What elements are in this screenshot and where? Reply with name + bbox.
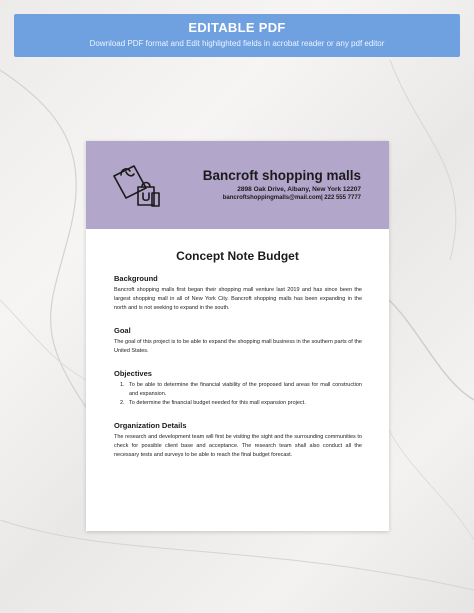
- goal-text[interactable]: The goal of this project is to be able to expand the shopping mall business in the southern parts of the United States.: [114, 339, 362, 354]
- document-title: Concept Note Budget: [176, 249, 299, 263]
- objectives-heading: Objectives: [114, 369, 152, 378]
- document-header: [86, 141, 389, 229]
- company-name: Bancroft shopping malls: [202, 168, 361, 183]
- editable-pdf-banner: [14, 14, 460, 57]
- list-item[interactable]: [114, 399, 362, 408]
- list-item-number: 1.: [120, 382, 125, 388]
- company-contact: bancroftshoppingmalls@mail.com| 222 555 7777: [222, 195, 361, 201]
- background-heading: Background: [114, 274, 158, 283]
- list-item-text: To be able to determine the financial viability of the proposed land areas for mall construction and expansion.: [129, 382, 362, 397]
- background-text[interactable]: Bancroft shopping malls first began their shopping mall venture last 2019 and has since been the largest shopping mall in all of New York City. Bancroft shopping malls has been expanding in the north and is not seeking to expand in the south.: [114, 287, 362, 311]
- organization-heading: Organization Details: [114, 421, 187, 430]
- organization-text[interactable]: The research and development team will first be visiting the sight and the surrounding communities to check for possible client base and acceptance. The research team shall also conduct all the necessary tests and surveys to be able to reach the final budget forecast.: [114, 434, 362, 458]
- goal-heading: Goal: [114, 326, 131, 335]
- list-item-text: To determine the financial budget needed for this mall expansion project.: [129, 400, 306, 406]
- banner-subtitle: Download PDF format and Edit highlighted fields in acrobat reader or any pdf editor: [89, 39, 385, 48]
- list-item-number: 2.: [120, 400, 125, 406]
- document-body: [86, 274, 389, 460]
- company-address: 2898 Oak Drive, Albany, New York 12207: [237, 186, 361, 193]
- banner-title: EDITABLE PDF: [188, 20, 286, 35]
- document-page: [86, 141, 389, 531]
- company-info: [203, 168, 361, 202]
- list-item[interactable]: [114, 381, 362, 399]
- objectives-list: [114, 381, 362, 408]
- shopping-bags-icon: [112, 160, 160, 210]
